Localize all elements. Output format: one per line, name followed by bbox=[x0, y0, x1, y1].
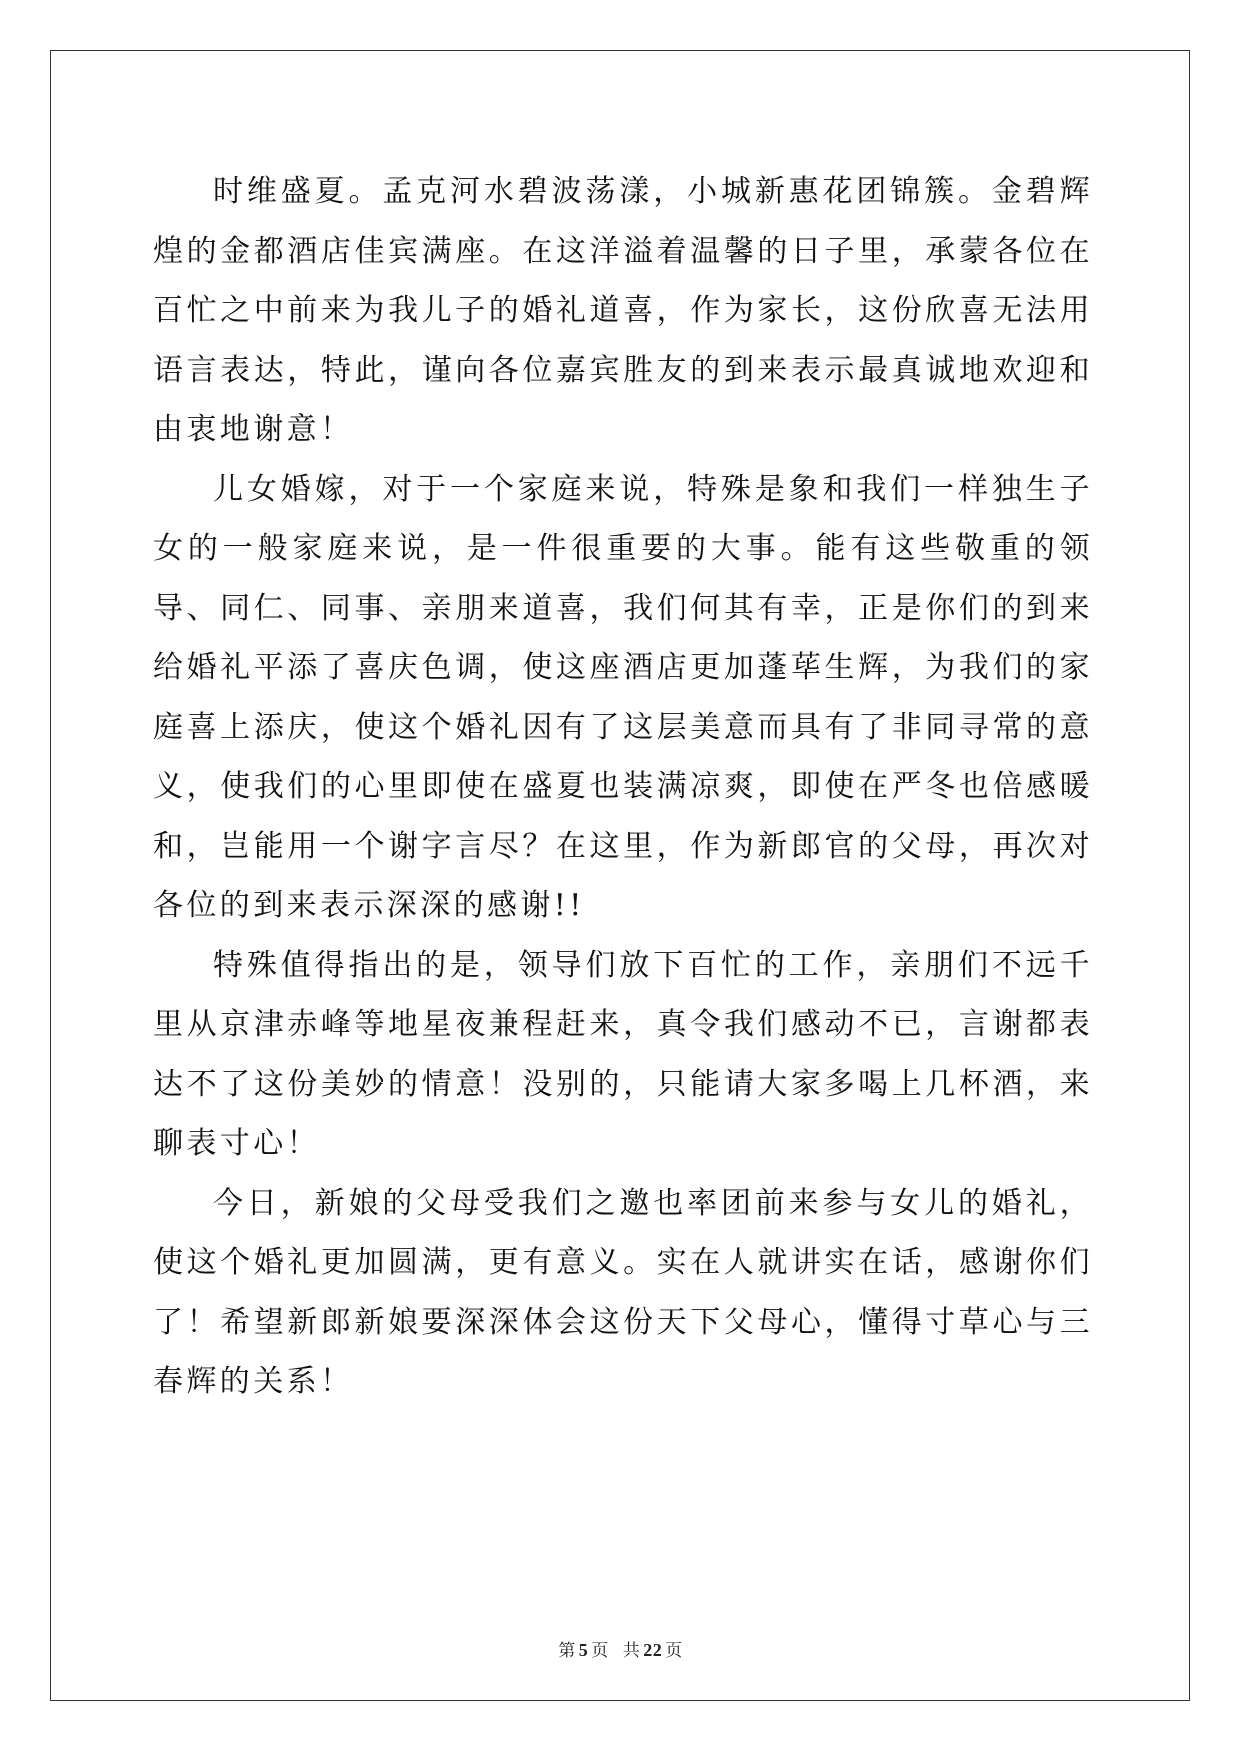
page-suffix: 页 bbox=[591, 1641, 609, 1661]
paragraph-3: 特殊值得指出的是，领导们放下百忙的工作，亲朋们不远千里从京津赤峰等地星夜兼程赶来，真令我们感动不已，言谢都表达不了这份美妙的情意！没别的，只能请大家多喝上几杯酒，来聊表寸心！ bbox=[153, 947, 1093, 1161]
page-prefix: 第 bbox=[558, 1641, 576, 1661]
paragraph-1: 时维盛夏。孟克河水碧波荡漾，小城新惠花团锦簇。金碧辉煌的金都酒店佳宾满座。在这洋溢着温馨的日子里，承蒙各位在百忙之中前来为我儿子的婚礼道喜，作为家长，这份欣喜无法用语言表达，特此，谨向各位嘉宾胜友的到来表示最真诚地欢迎和由衷地谢意！ bbox=[153, 174, 1093, 447]
document-body bbox=[153, 162, 1093, 1412]
total-prefix: 共 bbox=[622, 1641, 641, 1661]
total-pages: 22 bbox=[643, 1640, 663, 1660]
page-footer bbox=[0, 1636, 1241, 1661]
page-number: 5 bbox=[578, 1640, 589, 1660]
paragraph-4: 今日，新娘的父母受我们之邀也率团前来参与女儿的婚礼，使这个婚礼更加圆满，更有意义。实在人就讲实在话，感谢你们了！希望新郎新娘要深深体会这份天下父母心，懂得寸草心与三春辉的关系！ bbox=[153, 1185, 1093, 1399]
paragraph-2: 儿女婚嫁，对于一个家庭来说，特殊是象和我们一样独生子女的一般家庭来说，是一件很重要的大事。能有这些敬重的领导、同仁、同事、亲朋来道喜，我们何其有幸，正是你们的到来给婚礼平添了喜庆色调，使这座酒店更加蓬荜生辉，为我们的家庭喜上添庆，使这个婚礼因有了这层美意而具有了非同寻常的意义，使我们的心里即使在盛夏也装满凉爽，即使在严冬也倍感暖和，岂能用一个谢字言尽？在这里，作为新郎官的父母，再次对各位的到来表示深深的感谢!! bbox=[153, 471, 1093, 923]
total-suffix: 页 bbox=[665, 1641, 683, 1661]
